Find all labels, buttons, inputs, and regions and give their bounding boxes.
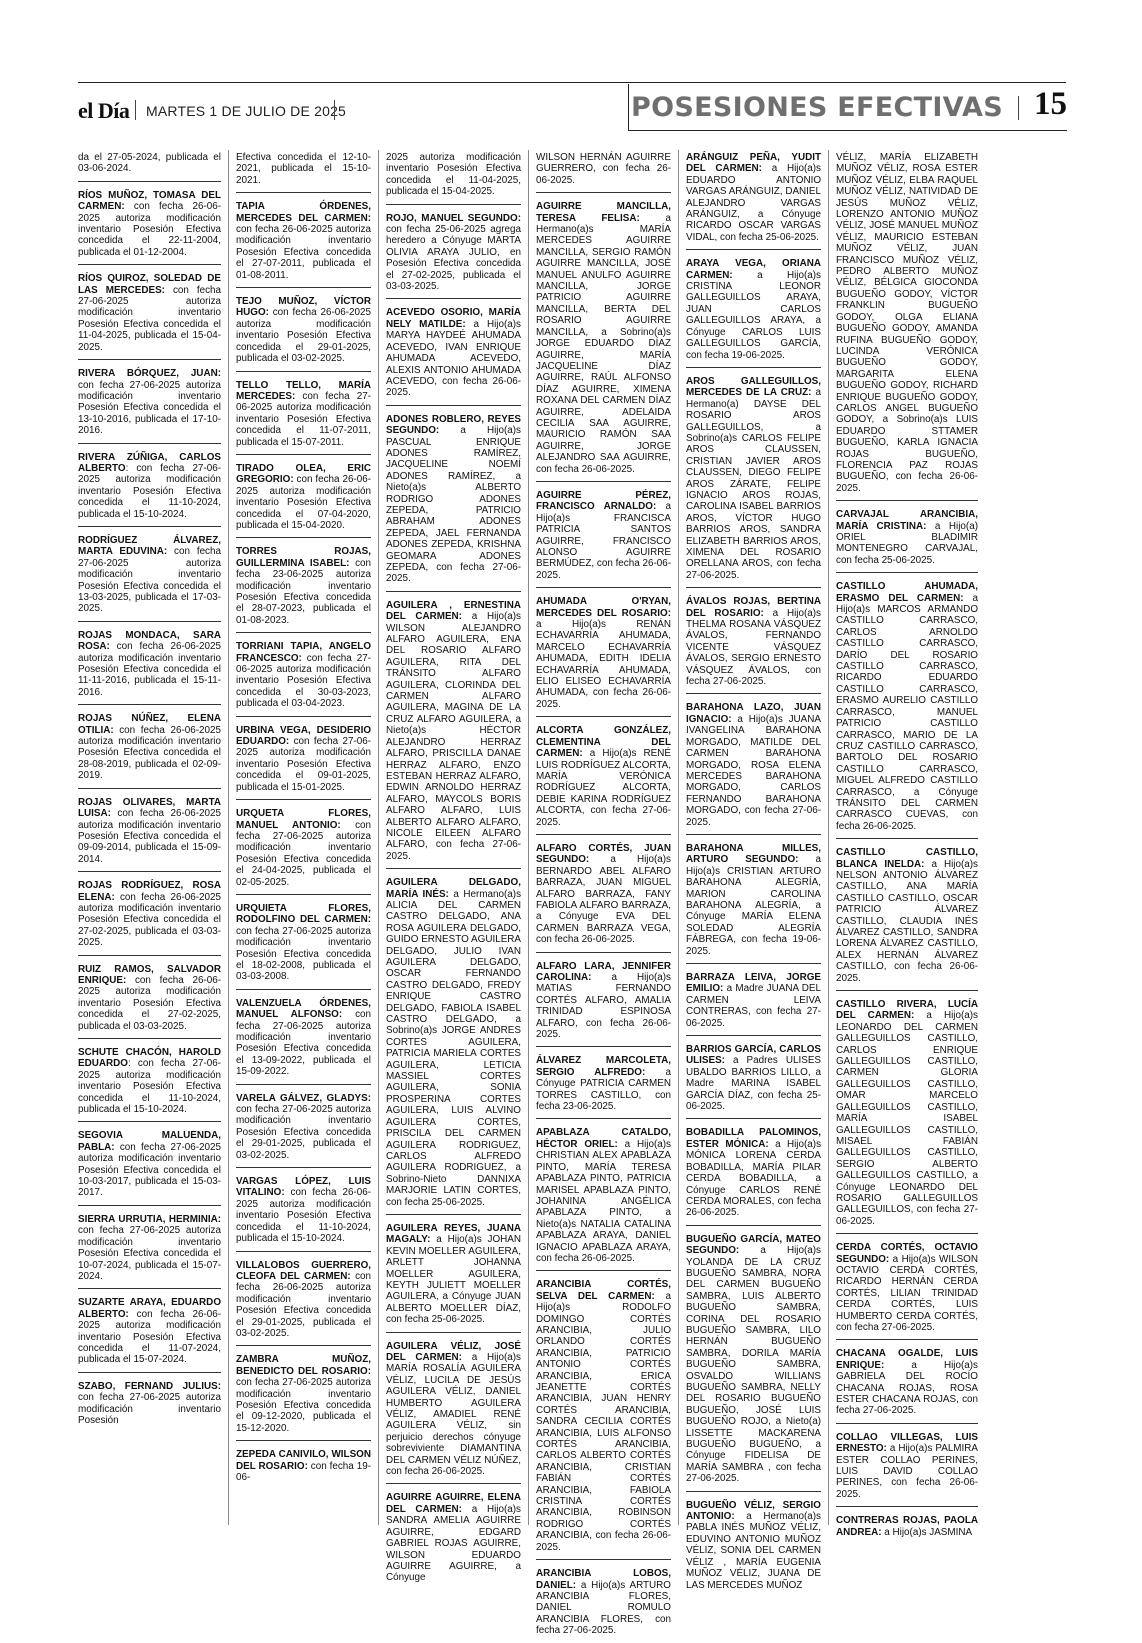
decedent-name: RIVERA BÓRQUEZ, JUAN: (78, 368, 221, 380)
decedent-name: ALFARO LARA, JENNIFER CAROLINA: (536, 960, 671, 983)
decedent-name: AGUILERA DELGADO, MARÍA INÉS: (386, 877, 521, 900)
notice-text: con fecha 27-06-2025 autoriza modificación inventario Posesión Efectiva concedida el 18-02-2008, publicada el 03-03-2008. (236, 925, 371, 983)
column-6 (828, 150, 978, 1538)
notice-entry (236, 901, 371, 990)
decedent-name: RÍOS MUÑOZ, TOMASA DEL CARMEN: (78, 189, 221, 213)
notice-entry (686, 150, 821, 250)
column-3 (378, 150, 528, 1584)
decedent-name: VARELA GÁLVEZ, GLADYS: (236, 1092, 371, 1104)
decedent-name: RÍOS QUIROZ, SOLEDAD DE LAS MERCEDES: (78, 273, 221, 296)
notice-text: con fecha 27-06-2025 autoriza modificación inventario Posesión (78, 1392, 221, 1426)
notice-entry (536, 199, 671, 482)
decedent-name: BUGUEÑO GARCÍA, MATEO SEGUNDO: (686, 1233, 821, 1257)
notice-text: VÉLIZ, MARÍA ELIZABETH MUÑOZ VÉLIZ, ROSA ESTER MUÑOZ VÉLIZ, ELBA RAQUEL MUÑOZ VÉLIZ, NATIVIDAD DE JESÚS MUÑOZ VÉLIZ, LORENZO ANTONIO MUÑOZ VÉLIZ, JOSÉ MANUEL MUÑOZ VÉLIZ, MAURICIO ESTEBAN MUÑOZ VÉLIZ, JUAN FRANCISCO MUÑOZ VÉLIZ, PEDRO ALBERTO MUÑOZ VÉLIZ, BÉLGICA GIOCONDA BUGUEÑO GODOY, VÍCTOR FRANKLIN BUGUEÑO GODOY, OLGA ELIANA BUGUEÑO GODOY, AMANDA RUFINA BUGUEÑO GODOY, LUCINDA VERÓNICA BUGUEÑO GODOY, MARGARITA ELENA BUGUEÑO GODOY, RICHARD ENRIQUE BUGUEÑO GODOY, CARLOS ANGEL BUGUEÑO GODOY, a Sobrino(a)s LUIS EDUARDO STTAMER BUGUEÑO, KARLA IGNACIA ROJAS BUGUEÑO, FLORENCIA PAZ ROJAS BUGUEÑO, con fecha 26-06-2025. (836, 152, 978, 494)
decedent-name: SEGOVIA MALUENDA, PABLA: (78, 1130, 221, 1153)
notice-entry (236, 199, 371, 288)
notice-entry (536, 1566, 671, 1642)
newspaper-logo: el Día (78, 98, 130, 123)
notice-entry (78, 150, 221, 182)
top-rule (78, 82, 1066, 83)
page-number: 15 (1034, 86, 1067, 122)
notice-text: a Hijo(a)s CHRISTIAN ALEX APABLAZA PINTO, MARÍA TERESA APABLAZA PINTO, PATRICIA MARISEL APABLAZA PINTO, JOHANINA ANGÉLICA APABLAZA PINTO, a Nieto(a)s NATALIA CATALINA APABLAZA ARAYA, DANIEL IGNACIO APABLAZA ARAYA, con fecha 26-06-2025. (536, 1138, 671, 1264)
notice-entry (686, 841, 821, 964)
header-divider (135, 100, 136, 120)
notice-entry (78, 533, 221, 622)
decedent-name: CERDA CORTÉS, OCTAVIO SEGUNDO: (836, 1242, 978, 1265)
notice-entry (836, 997, 978, 1234)
decedent-name: ADONES ROBLERO, REYES SEGUNDO: (386, 413, 521, 437)
notice-entry (836, 1346, 978, 1423)
notice-text: a Hijo(a)s MÓNICA LORENA CERDA BOBADILLA, MARÍA PILAR CERDA BOBADILLA, a Cónyuge CARLOS RENÉ CERDA MORALES, con fecha 26-06-2025. (686, 1138, 822, 1219)
notice-text: a Hijo(a)s YOLANDA DE LA CRUZ BUGUEÑO SAMBRA, NORA DEL CARMEN BUGUEÑO SAMBRA, LUIS ALBERTO BUGUEÑO SAMBRA, CORINA DEL ROSARIO BUGUEÑO SAMBRA, LILO HERNÁN BUGUEÑO SAMBRA, DORILA MARÍA BUGUEÑO SAMBRA, OSVALDO WILLIANS BUGUEÑO SAMBRA, NELLY DEL ROSARIO BUGUEÑO BUGUEÑO, JOSÉ LUIS BUGUEÑO ROJO, a Nieto(a) LISSETTE MACKARENA BUGUEÑO BUGUEÑO, a Cónyuge FIDELISA DE MARÍA SAMBRA , con fecha 27-06-2025. (686, 1245, 821, 1485)
notice-entry (686, 374, 821, 588)
notice-text: con fecha 27-06-2025 autoriza modificación inventario Posesión Efectiva concedida el 10-07-2024, publicada el 15-07-2024. (78, 1225, 221, 1282)
decedent-name: BARRIOS GARCÍA, CARLOS ULISES: (686, 1044, 821, 1067)
notice-text: a Hijo(a)s RENÁN ECHAVARRÍA AHUMADA, MARCELO ECHAVARRÍA AHUMADA, EDITH IDELIA ECHAVARRÍA AHUMADA, ELIO ELISEO ECHAVARRÍA AHUMADA, con fecha 26-06-2025. (536, 619, 671, 710)
decedent-name: AROS GALLEGUILLOS, MERCEDES DE LA CRUZ: (686, 375, 821, 399)
decedent-name: VARGAS LÓPEZ, LUIS VITALINO: (236, 1176, 371, 1199)
notice-text: a Hijo(a)s JUANA IVANGELINA BARAHONA MORGADO, MATILDE DEL CARMEN BARAHONA MORGADO, ROSA ELENA MERCEDES BARAHONA MORGADO, CARLOS FERNANDO BARAHONA MORGADO, con fecha 27-06-2025. (686, 713, 821, 828)
notice-entry (386, 598, 521, 869)
decedent-name: URBINA VEGA, DESIDERIO EDUARDO: (236, 724, 371, 748)
decedent-name: VALENZUELA ÓRDENES, MANUEL ALFONSO: (236, 997, 371, 1021)
notice-text: a Hijo(a)s JOHAN KEVIN MOELLER AGUILERA, ARLETT JOHANNA MOELLER AGUILERA, KEYTH JULIETT MOELLER AGUILERA, a Cónyuge JUAN ALBERTO MOELLER DÍAZ, con fecha 25-06-2025. (386, 1234, 521, 1326)
notice-text: con fecha 26-06-2025 autoriza modificación inventario Posesión Efectiva concedida el 09-09-2014, publicada el 15-09-2014. (78, 808, 221, 865)
notice-entry (78, 878, 221, 955)
notice-entry (836, 1240, 978, 1340)
notice-entry (236, 378, 371, 455)
notice-entry (686, 970, 821, 1036)
notice-text: a Hijo(a)s LEONARDO DEL CARMEN GALLEGUILLOS CASTILLO, CARLOS ENRIQUE GALLEGUILLOS CASTILLO, CARMEN GLORIA GALLEGUILLOS CASTILLO, OMAR MARCELO GALLEGUILLOS CASTILLO, MARÍA ISABEL GALLEGUILLOS CASTILLO, MISAEL FABIÁN GALLEGUILLOS CASTILLO, SERGIO ALBERTO GALLEGUILLOS CASTILLO, a Cónyuge LEONARDO DEL ROSARIO GALLEGUILLOS GALLEGUILLOS, con fecha 27-06-2025. (836, 1010, 978, 1227)
decedent-name: AGUIRRE PÉREZ, FRANCISCO ARNALDO: (536, 489, 671, 513)
column-5 (678, 150, 828, 1591)
notice-entry (78, 1212, 221, 1289)
notice-entry (386, 150, 521, 205)
decedent-name: AGUILERA REYES, JUANA MAGALY: (386, 1222, 521, 1246)
decedent-name: ACEVEDO OSORIO, MARÍA NELY MATILDE: (386, 307, 521, 330)
decedent-name: BUGUEÑO VÉLIZ, SERGIO ANTONIO: (686, 1499, 821, 1523)
decedent-name: URQUETA FLORES, MANUEL ANTONIO: (236, 808, 371, 831)
notice-text: a Hijo(a)s FRANCISCA PATRICIA SANTOS AGUIRRE, FRANCISCO ALONSO AGUIRRE BERMÚDEZ, con fecha 26-06-2025. (536, 501, 672, 581)
notice-entry (236, 150, 371, 193)
notice-entry (536, 488, 671, 588)
notice-entry (686, 1232, 821, 1492)
notice-entry (236, 996, 371, 1085)
notice-entry (236, 1174, 371, 1251)
notice-text: con fecha 26-06-2025 autoriza modificación inventario Posesión Efectiva concedida el 27-02-2025, publicada el 03-03-2025. (78, 891, 221, 949)
notice-text: con fecha 26-06-2025 autoriza modificación inventario Posesión Efectiva concedida el 29-01-2025, publicada el 03-02-2025. (236, 307, 371, 365)
notice-entry (236, 806, 371, 895)
notice-entry (686, 1498, 821, 1597)
decedent-name: RODRÍGUEZ ÁLVAREZ, MARTA EDUVINA: (78, 534, 221, 558)
notice-text: a Madre JUANA DEL CARMEN LEIVA CONTRERAS, con fecha 27-06-2025. (686, 983, 821, 1029)
notice-entry (78, 1128, 221, 1205)
notice-entry (836, 579, 978, 839)
notice-entry (236, 723, 371, 800)
notice-entry (236, 1091, 371, 1168)
notice-entry (686, 594, 821, 694)
notice-entry (536, 1277, 671, 1560)
notice-text: con fecha 27-06-2025 autoriza modificación inventario Posesión Efectiva concedida el 09-01-2025, publicada el 15-01-2025. (236, 736, 371, 793)
notice-text: con fecha 26-06-2025 autoriza modificación inventario Posesión Efectiva concedida el 27-02-2025, publicada el 03-03-2025. (78, 974, 221, 1032)
notice-text: a Hijo(a)s NELSON ANTONIO ÁLVAREZ CASTILLO, ANA MARÍA CASTILLO CASTILLO, OSCAR PATRICIO ÁLVAREZ CASTILLO, CLAUDIA INÉS ÁLVAREZ CASTILLO, SANDRA LORENA ÁLVAREZ CASTILLO, ALEX HERNÁN ÁLVAREZ CASTILLO, con fecha 26-06-2025. (836, 858, 978, 984)
page-header (78, 84, 1066, 132)
notice-entry (236, 1352, 371, 1441)
decedent-name: ARAYA VEGA, ORIANA CARMEN: (686, 258, 821, 281)
decedent-name: CHACANA OGALDE, LUIS ENRIQUE: (836, 1348, 978, 1371)
notice-text: con fecha 26-06-2025 autoriza modificación inventario Posesión Efectiva concedida el 11-11-2016, publicada el 15-11-2016. (78, 641, 221, 698)
decedent-name: ARÁNGUIZ PEÑA, YUDIT DEL CARMEN: (686, 152, 821, 175)
notice-text: con fecha 23-06-2025 autoriza modificación inventario Posesión Efectiva concedida el 28-07-2023, publicada el 01-08-2023. (236, 557, 371, 626)
decedent-name: ROJAS OLIVARES, MARTA LUISA: (78, 796, 221, 820)
notice-entry (836, 1513, 978, 1544)
notice-entry (236, 639, 371, 716)
notice-entry (78, 366, 221, 443)
decedent-name: RIVERA ZÚÑIGA, CARLOS ALBERTO (78, 451, 221, 474)
notice-entry (536, 723, 671, 835)
column-4 (528, 150, 678, 1637)
notice-entry (78, 795, 221, 872)
notice-entry (536, 594, 671, 717)
notice-text: a Hijo(a)s WILSON OCTAVIO CERDA CORTÉS, RICARDO HERNÁN CERDA CORTÉS, LILIAN TRINIDAD CERDA CORTÉS, LUIS HUMBERTO CERDA CORTÉS, con fecha 27-06-2025. (836, 1253, 978, 1333)
decedent-name: CASTILLO RIVERA, LUCÍA DEL CARMEN: (836, 999, 978, 1022)
decedent-name: AHUMADA O'RYAN, MERCEDES DEL ROSARIO: (536, 596, 671, 619)
decedent-name: AGUIRRE MANCILLA, TERESA FELISA: (536, 201, 671, 224)
decedent-name: APABLAZA CATALDO, HÉCTOR ORIEL: (536, 1127, 671, 1150)
decedent-name: ROJAS MONDACA, SARA ROSA: (78, 629, 221, 653)
notice-entry (536, 150, 671, 193)
decedent-name: SUZARTE ARAYA, EDUARDO ALBERTO: (78, 1297, 221, 1320)
notice-entry (686, 1125, 821, 1225)
decedent-name: TORRES ROJAS, GUILLERMINA ISABEL: (236, 546, 371, 569)
notice-text: con fecha 26-06-2025 autoriza modificación inventario Posesión Efectiva concedida el 11-10-2024, publicada el 15-10-2024. (236, 1187, 371, 1245)
decedent-name: BARRAZA LEIVA, JORGE EMILIO: (686, 972, 821, 995)
notice-text: a Hijo(a)s GABRIELA DEL ROCÍO CHACANA ROJAS, ROSA ESTER CHACANA ROJAS, con fecha 27-06-2025. (836, 1359, 978, 1417)
notice-text: a Hermano(a)s MARÍA MERCEDES AGUIRRE MANCILLA, SERGIO RAMÓN AGUIRRE MANCILLA, JOSÉ MANUEL ANULFO AGUIRRE MANCILLA, JORGE PATRICIO AGUIRRE MANCILLA, BERTA DEL ROSARIO AGUIRRE MANCILLA, a Sobrino(a)s JORGE EDUARDO DÍAZ AGUIRRE, MARÍA JACQUELINE DÍAZ AGUIRRE, RAÚL ALFONSO DÍAZ AGUIRRE, XIMENA ROXANA DEL CARMEN DÍAZ AGUIRRE, ADELAIDA CECILIA SAA AGUIRRE, MAURICIO RAMÓN SAA AGUIRRE, JORGE ALEJANDRO SAA AGUIRRE, con fecha 26-06-2025. (536, 212, 671, 475)
decedent-name: BOBADILLA PALOMINOS, ESTER MÓNICA: (686, 1127, 821, 1150)
notice-entry (78, 628, 221, 705)
notice-text: con fecha 27-06-2025 autoriza modificación inventario Posesión Efectiva concedida el 09-12-2020, publicada el 15-12-2020. (236, 1377, 371, 1434)
notice-entry (686, 1042, 821, 1119)
notice-entry (78, 1295, 221, 1372)
notice-text: con fecha 26-06-2025 autoriza modificación inventario Posesión Efectiva concedida el 22-11-2004, publicada el 01-12-2004. (78, 201, 221, 258)
decedent-name: AGUILERA VÉLIZ, JOSÉ DEL CARMEN: (386, 1340, 521, 1363)
notice-text: a Hermano(a)s PABLA INÉS MUÑOZ VÉLIZ, EDUVINO ANTONIO MUÑOZ VÉLIZ, SONIA DEL CARMEN VÉLIZ , MARÍA EUGENIA MUÑOZ VÉLIZ, JUANA DE LAS MERCEDES MUÑOZ (686, 1511, 821, 1591)
notice-entry (386, 1221, 521, 1333)
notice-text: a Cónyuge PATRICIA CARMEN TORRES CASTILLO, con fecha 23-06-2025. (536, 1066, 671, 1113)
notice-text: con fecha 27-06-2025 autoriza modificación inventario Posesión Efectiva concedida el 24-04-2025, publicada el 02-05-2025. (236, 819, 371, 888)
notice-entry (236, 1258, 371, 1347)
notice-entry (236, 1447, 371, 1489)
notice-entry (536, 841, 671, 953)
notice-entry (836, 845, 978, 991)
decedent-name: ZEPEDA CANIVILO, WILSON DEL ROSARIO: (236, 1449, 371, 1472)
notice-text: a Hermano(a)s ALICIA DEL CARMEN CASTRO DELGADO, ANA ROSA AGUILERA DELGADO, GUIDO ERNESTO AGUILERA DELGADO, JULIO IVAN AGUILERA DELGADO, OSCAR FERNANDO CASTRO DELGADO, FREDY ENRIQUE CASTRO DELGADO, FABIOLA ISABEL CASTRO DELGADO, a Sobrino(a)s JORGE ANDRES CORTES AGUILERA, PATRICIA MARIELA CORTES AGUILERA, LETICIA MASSIEL CORTES AGUILERA, SONIA PROSPERINA CORTES AGUILERA, LUIS ALVINO AGUILERA CORTES, PRISCILA DEL CARMEN AGUILERA RODRIGUEZ, CARLOS ALFREDO AGUILERA RODRIGUEZ, a Sobrino-Nieto DANNIXA MARJORIE LATIN CORTES, con fecha 25-06-2025. (386, 888, 522, 1208)
decedent-name: COLLAO VILLEGAS, LUIS ERNESTO: (836, 1431, 978, 1455)
notice-text: con fecha 27-06-2025 autoriza modificación inventario Posesión Efectiva concedida el 13-03-2025, publicada el 17-03-2025. (78, 546, 221, 615)
decedent-name: TIRADO OLEA, ERIC GREGORIO: (236, 462, 371, 486)
decedent-name: VILLALOBOS GUERRERO, CLEOFA DEL CARMEN: (236, 1259, 371, 1282)
notice-entry (78, 450, 221, 527)
notice-text: a Hijo(a)s CRISTIAN ARTURO BARAHONA ALEGRÍA, MARION CAROLINA BARAHONA ALEGRÍA, a Cónyuge MARÍA ELENA SOLEDAD ALEGRÍA FÁBREGA, con fecha 19-06-2025. (686, 854, 821, 957)
notice-text: a Hijo(a)s PASCUAL ENRIQUE ADONES RAMÍREZ, JACQUELINE NOEMÍ ADONES RAMÍREZ, a Nieto(a)s ALBERTO RODRIGO ADONES ZEPEDA, PATRICIO ABRAHAM ADONES ZEPEDA, JAEL FERNANDA ADONES ZEPEDA, KRISHNA GEOMARA ADONES ZEPEDA, con fecha 27-06-2025. (386, 425, 521, 585)
decedent-name: TEJO MUÑOZ, VÍCTOR HUGO: (236, 296, 371, 319)
decedent-name: ROJAS RODRÍGUEZ, ROSA ELENA: (78, 880, 221, 903)
decedent-name: ARANCIBIA CORTÉS, SELVA DEL CARMEN: (536, 1279, 671, 1302)
decedent-name: BARAHONA MILLES, ARTURO SEGUNDO: (686, 842, 821, 866)
notice-text: a Hijo(a)s SANDRA AMELIA AGUIRRE AGUIRRE, EDGARD GABRIEL ROJAS AGUIRRE, WILSON EDUARDO AGUIRRE AGUIRRE, a Cónyuge (386, 1503, 521, 1584)
notice-text: con fecha 27-06-2025 autoriza modificación inventario Posesión Efectiva concedida el 30-03-2023, publicada el 03-04-2023. (236, 652, 371, 710)
column-2 (228, 150, 378, 1525)
notice-entry (386, 1339, 521, 1485)
decedent-name: TELLO TELLO, MARÍA MERCEDES: (236, 379, 371, 402)
decedent-name: ALCORTA GONZÁLEZ, CLEMENTINA DEL CARMEN: (536, 725, 671, 760)
notice-entry (236, 461, 371, 538)
notice-entry (78, 962, 221, 1039)
notice-text: Efectiva concedida el 12-10-2021, publicada el 15-10-2021. (236, 152, 371, 186)
notice-text: a Hijo(a)s RENÉ LUIS RODRÍGUEZ ALCORTA, MARÍA VERÓNICA RODRÍGUEZ ALCORTA, DEBIE KARINA RODRÍGUEZ ALCORTA, con fecha 27-06-2025. (536, 748, 671, 828)
decedent-name: CASTILLO CASTILLO, BLANCA INELDA: (836, 847, 978, 870)
notice-entry (386, 412, 521, 592)
notice-text: da el 27-05-2024, publicada el 03-06-2024. (78, 152, 221, 175)
notice-entry (386, 211, 521, 300)
notice-text: con fecha 26-06-2025 autoriza modificación inventario Posesión Efectiva concedida el 28-08-2019, publicada el 02-09-2019. (78, 724, 221, 782)
decedent-name: ROJO, MANUEL SEGUNDO: (386, 212, 521, 224)
notice-text: a Hijo(a)s BERNARDO ABEL ALFARO BARRAZA, JUAN MIGUEL ALFARO BARRAZA, FANY FABIOLA ALFARO BARRAZA, a Cónyuge EVA DEL CARMEN BARRAZA VEGA, con fecha 26-06-2025. (536, 854, 671, 946)
notice-text: con fecha 19-06- (236, 1460, 371, 1483)
notice-text: con fecha 27-06-2025 autoriza modificación inventario Posesión Efectiva concedida el 10-03-2017, publicada el 15-03-2017. (78, 1141, 221, 1199)
decedent-name: BARAHONA LAZO, JUAN IGNACIO: (686, 702, 821, 725)
notice-text: 2025 autoriza modificación inventario Posesión Efectiva concedida el 11-04-2025, publicada el 15-04-2025. (386, 152, 521, 198)
notice-text: a Hijo(a)s MARYA HAYDEÉ AHUMADA ACEVEDO, IVAN ENRIQUE AHUMADA ACEVEDO, ALEXIS ANTONIO AHUMADA ACEVEDO, con fecha 26-06-2025. (386, 318, 521, 399)
decedent-name: CARVAJAL ARANCIBIA, MARÍA CRISTINA: (836, 509, 978, 532)
notice-text: con fecha 26-06-2025 autoriza modificación inventario Posesión Efectiva concedida el 27-07-2011, publicada el 01-08-2011. (236, 224, 371, 281)
notice-text: a Hijo(a)s PALMIRA ESTER COLLAO PERINES, LUIS DAVID COLLAO PERINES, con fecha 26-06-2025. (836, 1443, 978, 1500)
notice-text: con fecha 27-06-2025 autoriza modificación inventario Posesión Efectiva concedida el 11-04-2025, publicada el 15-04-2025. (78, 284, 221, 353)
notice-entry (836, 150, 978, 501)
header-divider (1018, 96, 1019, 120)
issue-date: MARTES 1 DE JULIO DE 2025 (146, 103, 347, 119)
notice-entry (836, 507, 978, 573)
notice-entry (78, 711, 221, 788)
decedent-name: URQUIETA FLORES, RODOLFINO DEL CARMEN: (236, 902, 371, 926)
decedent-name: ROJAS NÚÑEZ, ELENA OTILIA: (78, 713, 221, 736)
notice-entry (536, 1053, 671, 1119)
decedent-name: CONTRERAS ROJAS, PAOLA ANDREA: (836, 1515, 978, 1538)
column-1 (78, 150, 228, 1525)
notice-entry (386, 875, 521, 1215)
notice-text: con fecha 25-06-2025 agrega heredero a Cónyuge MARTA OLIVIA ARAYA JULIO, en Posesión Efectiva concedida el 27-02-2025, publicada el 03-03-2025. (386, 224, 521, 293)
notice-entry (78, 1379, 221, 1433)
notice-text: con fecha 26-06-2025 autoriza modificación inventario Posesión Efectiva concedida el 07-04-2020, publicada el 15-04-2020. (236, 474, 371, 531)
notice-text: a Hijo(a)s MARÍA ROSALÍA AGUILERA VÉLIZ, LUCILA DE JESÚS AGUILERA VÉLIZ, DANIEL HUMBERTO AGUILERA VÉLIZ, AMADIEL RENÉ AGUILERA VÉLIZ, sin perjuicio derechos cónyuge sobreviviente DIAMANTINA DEL CARMEN VÉLIZ NÚÑEZ, con fecha 26-06-2025. (386, 1352, 521, 1478)
decedent-name: SIERRA URRUTIA, HERMINIA: (78, 1213, 221, 1225)
notice-text: con fecha 27-06-2025 autoriza modificación inventario Posesión Efectiva concedida el 13-09-2022, publicada el 15-09-2022. (236, 1009, 371, 1078)
notice-text: a Hijo(a)s ARTURO ARANCIBIA FLORES, DANIEL ROMULO ARANCIBIA FLORES, con fecha 27-06-2025. (536, 1579, 671, 1637)
notice-entry (236, 294, 371, 371)
notice-text: a Hermano(a) DAYSE DEL ROSARIO AROS GALLEGUILLOS, a Sobrino(a)s CARLOS FELIPE AROS CLAUSSEN, CRISTIAN JAVIER AROS CLAUSSEN, DIEGO FELIPE AROS ZÁRATE, FELIPE IGNACIO AROS ROJAS, CAROLINA ISABEL BARRIOS AROS, VÍCTOR HUGO BARRIOS AROS, SANDRA ELIZABETH BARRIOS AROS, XIMENA DEL ROSARIO ORELLANA AROS, con fecha 27-06-2025. (686, 387, 821, 581)
decedent-name: ÁLVAREZ MARCOLETA, SERGIO ALFREDO: (536, 1055, 671, 1078)
notice-entry (386, 1490, 521, 1589)
notice-text: a Hijo(a)s RODOLFO DOMINGO CORTÉS ARANCIBIA, JULIO ORLANDO CORTÉS ARANCIBIA, PATRICIO ANTONIO CORTÉS ARANCIBIA, ERICA JEANETTE CORTÉS ARANCIBIA, JUAN HENRY CORTÉS ARANCIBIA, SANDRA CECILIA CORTÉS ARANCIBIA, LUIS ALFONSO CORTÉS ARANCIBIA, CARLOS ALBERTO CORTÉS ARANCIBIA, CRISTIAN FABIÁN CORTÉS ARANCIBIA, FABIOLA CRISTINA CORTÉS ARANCIBIA, ROBINSON RODRIGO CORTÉS ARANCIBIA, con fecha 26-06-2025. (536, 1290, 671, 1553)
decedent-name: ALFARO CORTÉS, JUAN SEGUNDO: (536, 842, 671, 866)
section-title: POSESIONES EFECTIVAS (631, 92, 1003, 123)
notice-text: a Hijo(a)s JASMINA (881, 1526, 973, 1538)
decedent-name: AGUILERA , ERNESTINA DEL CARMEN: (386, 599, 521, 623)
decedent-name: TORRIANI TAPIA, ANGELO FRANCESCO: (236, 641, 371, 664)
notice-text: a Hijo(a)s WILSON ALEJANDRO ALFARO AGUILERA, ENA DEL ROSARIO ALFARO AGUILERA, RITA DEL TRÁNSITO ALFARO AGUILERA, CLORINDA DEL CARMEN ALFARO AGUILERA, MAGINA DE LA CRUZ ALFARO AGUILERA, a Nieto(a)s HÉCTOR ALEJANDRO HERRAZ ALFARO, PRISCILLA DANAE HERRAZ ALFARO, ENZO ESTEBAN HERRAZ ALFARO, EDWIN ARNOLDO HERRAZ ALFARO, MAYCOLS BORIS ALFARO ALFARO, LUIS ALBERTO ALFARO ALFARO, NICOLE EILEEN ALFARO ALFARO, con fecha 27-06-2025. (386, 611, 521, 862)
notice-entry (686, 700, 821, 834)
notice-entry (386, 305, 521, 405)
decedent-name: ZAMBRA MUÑOZ, BENEDICTO DEL ROSARIO: (236, 1354, 371, 1377)
decedent-name: SZABO, FERNAND JULIUS: (78, 1380, 221, 1392)
notice-text: a Hijo(a)s MATIAS FERNANDO CORTÉS ALFARO, AMALIA TRINIDAD ESPINOSA ALFARO, con fecha 26-06-2025. (536, 972, 671, 1041)
notice-text: con fecha 26-06-2025 autoriza modificación inventario Posesión Efectiva concedida el 29-01-2025, publicada el 03-02-2025. (236, 1270, 371, 1339)
decedent-name: ÁVALOS ROJAS, BERTINA DEL ROSARIO: (686, 596, 821, 619)
notice-text: con fecha 27-06-2025 autoriza modificación inventario Posesión Efectiva concedida el 13-10-2016, publicada el 17-10-2016. (78, 379, 221, 437)
notice-text: a Hijo(a)s EDUARDO ANTONIO VARGAS ARÁNGUIZ, DANIEL ALEJANDRO VARGAS ARÁNGUIZ, a Cónyuge RICARDO OSCAR VARGAS VIDAL, con fecha 25-06-2025. (686, 163, 821, 243)
notice-text: : con fecha 27-06-2025 autoriza modificación inventario Posesión Efectiva concedida el 11-10-2024, publicada el 15-10-2024. (78, 1058, 221, 1116)
notice-text: a Hijo(a)s CRISTINA LEONOR GALLEGUILLOS ARAYA, JUAN CARLOS GALLEGUILLOS ARAYA, a Cónyuge CARLOS LUIS GALLEGUILLOS GARCÍA, con fecha 19-06-2025. (686, 269, 821, 361)
notice-entry (836, 1430, 978, 1507)
notices-columns (78, 150, 1066, 1637)
section-header (628, 84, 1067, 131)
notice-text: a Hijo(a)s THELMA ROSANA VÁSQUEZ ÁVALOS, FERNANDO VICENTE VÁSQUEZ ÁVALOS, SERGIO ERNESTO VÁSQUEZ ÁVALOS, con fecha 27-06-2025. (686, 607, 821, 688)
notice-text: : con fecha 27-06-2025 autoriza modificación inventario Posesión Efectiva concedida el 11-10-2024, publicada el 15-10-2024. (78, 462, 221, 520)
header-divider (334, 100, 335, 120)
notice-entry (78, 1045, 221, 1122)
decedent-name: SCHUTE CHACÓN, HAROLD EDUARDO (78, 1047, 221, 1070)
notice-text: con fecha 27-06-2025 autoriza modificación inventario Posesión Efectiva concedida el 29-01-2025, publicada el 03-02-2025. (236, 1104, 371, 1161)
notice-text: a Hijo(a) ORIEL BLADIMIR MONTENEGRO CARVAJAL, con fecha 25-06-2025. (836, 520, 978, 566)
notice-entry (236, 544, 371, 633)
notice-entry (536, 1125, 671, 1271)
notice-entry (686, 256, 821, 368)
notice-entry (78, 271, 221, 360)
decedent-name: AGUIRRE AGUIRRE, ELENA DEL CARMEN: (386, 1492, 521, 1515)
notice-text: a Hijo(a)s MARCOS ARMANDO CASTILLO CARRASCO, CARLOS ARNOLDO CASTILLO CARRASCO, DARÍO DEL ROSARIO CASTILLO CARRASCO, RICARDO EDUARDO CASTILLO CARRASCO, ERASMO AURELIO CASTILLO CARRASCO, MANUEL PATRICIO CASTILLO CARRASCO, MARIO DE LA CRUZ CASTILLO CARRASCO, BARTOLO DEL ROSARIO CASTILLO CARRASCO, MIGUEL ALFREDO CASTILLO CARRASCO, a Cónyuge TRÁNSITO DEL CARMEN CARRASCO CUEVAS, con fecha 26-06-2025. (836, 592, 978, 832)
notice-entry (78, 188, 221, 265)
notice-entry (536, 959, 671, 1048)
notice-text: a Padres ULISES UBALDO BARRIOS LILLO, a Madre MARINA ISABEL GARCÍA DÍAZ, con fecha 25-06-2025. (686, 1055, 821, 1113)
notice-text: WILSON HERNÁN AGUIRRE GUERRERO, con fecha 26-06-2025. (536, 152, 671, 186)
decedent-name: ARANCIBIA LOBOS, DANIEL: (536, 1568, 671, 1591)
decedent-name: TAPIA ÓRDENES, MERCEDES DEL CARMEN: (236, 201, 371, 224)
notice-text: con fecha 26-06-2025 autoriza modificación inventario Posesión Efectiva concedida el 11-07-2024, publicada el 15-07-2024. (78, 1308, 221, 1366)
decedent-name: RUIZ RAMOS, SALVADOR ENRIQUE: (78, 963, 221, 986)
notice-text: con fecha 27-06-2025 autoriza modificación inventario Posesión Efectiva concedida el 11-07-2011, publicada el 15-07-2011. (236, 390, 371, 448)
decedent-name: CASTILLO AHUMADA, ERASMO DEL CARMEN: (836, 581, 978, 604)
